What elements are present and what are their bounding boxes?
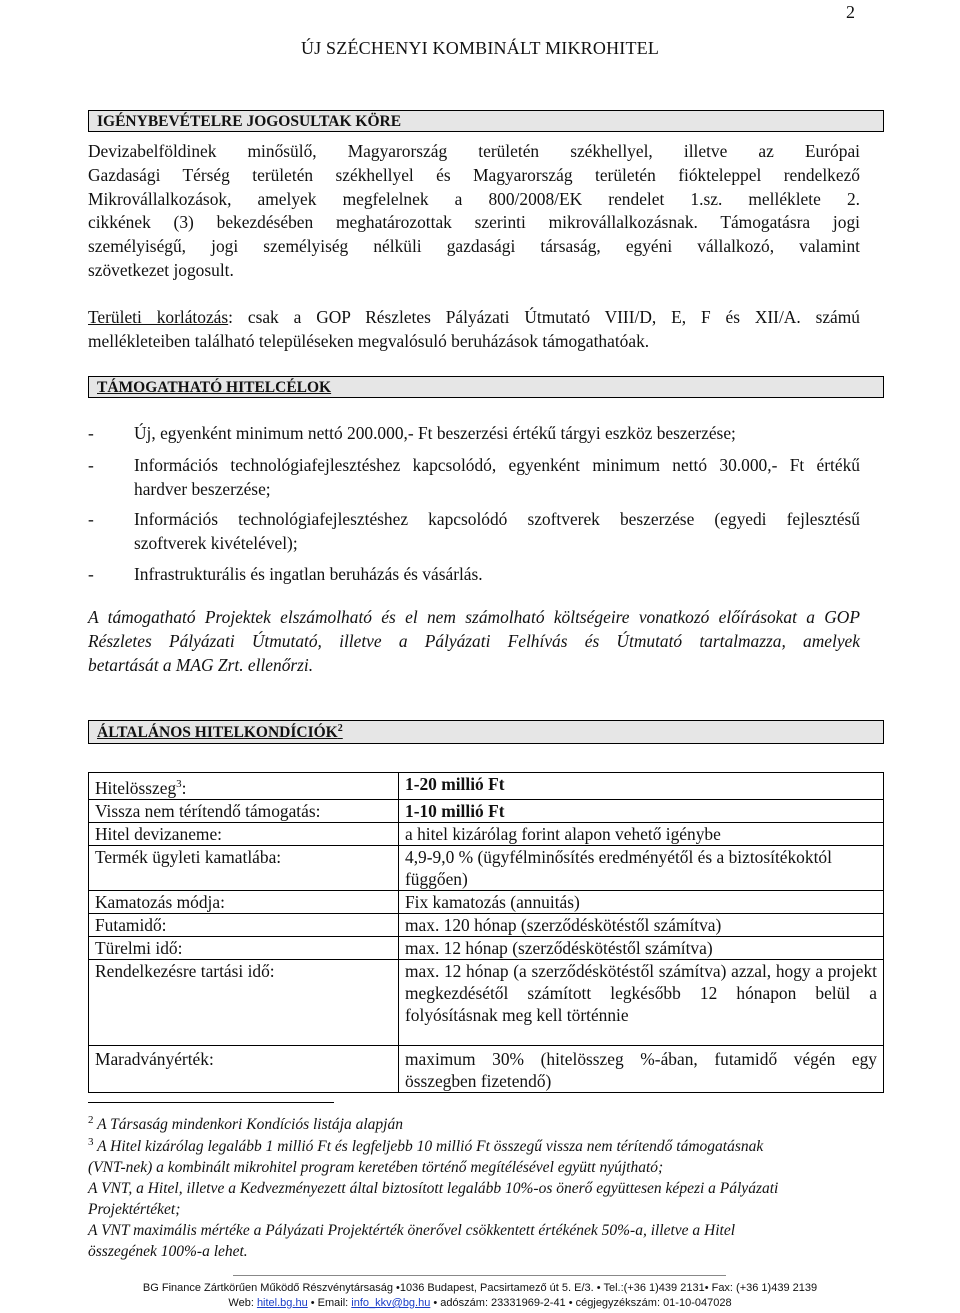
- row-value: a hitel kizárólag forint alapon vehető igénybe: [399, 822, 884, 845]
- footnote-number: 3: [88, 1136, 94, 1148]
- document-title: ÚJ SZÉCHENYI KOMBINÁLT MIKROHITEL: [300, 38, 660, 58]
- row-label: Futamidő:: [89, 913, 399, 936]
- footnote-text: A Hitel kizárólag legalább 1 millió Ft és legfeljebb 10 millió Ft összegű vissza nem térítendő támogatásnak: [97, 1138, 764, 1156]
- territorial-text: : csak a GOP Részletes Pályázati Útmutató VIII/D, E, F és XII/A. számú: [228, 307, 860, 327]
- territorial-line-2: mellékleteiben található településeken megvalósuló beruházások támogathatóak.: [88, 330, 650, 351]
- list-dash: -: [88, 423, 94, 443]
- paragraph-line: szövetkezet jogosult.: [88, 259, 234, 280]
- row-label: Maradványérték:: [89, 1045, 399, 1092]
- table-row: [89, 845, 884, 890]
- row-label: Hitelösszeg$^3$:: [89, 773, 399, 800]
- list-item-text: Információs technológiafejlesztéshez kapcsolódó szoftverek beszerzése (egyedi fejlesztésű: [134, 509, 860, 529]
- footer-email-label: • Email:: [307, 1297, 352, 1309]
- section-heading-purposes: [88, 376, 884, 398]
- section-heading-conditions-text: ÁLTALÁNOS HITELKONDÍCIÓK$^2$: [97, 723, 343, 742]
- table-row: [89, 822, 884, 845]
- table-row: [89, 890, 884, 913]
- row-label: Vissza nem térítendő támogatás:: [89, 799, 399, 822]
- footer-company-line: BG Finance Zártkörűen Működő Részvénytársaság •1036 Budapest, Pacsirtamező út 5. E/3. • Tel.:(+36 1)439 2131• Fax: (+36 1)439 2139: [142, 1282, 818, 1294]
- list-dash: -: [88, 564, 94, 584]
- list-item-text: Információs technológiafejlesztéshez kapcsolódó, egyenként minimum nettó 30.000,- Ft értékű: [134, 455, 860, 475]
- page-number: 2: [846, 2, 855, 22]
- website-link[interactable]: hitel.bg.hu: [256, 1297, 308, 1309]
- row-value: max. 12 hónap (a szerződéskötéstől számítva) azzal, hogy a projekt megkezdésétől számított legkésőbb 12 hónapon belül a folyósításnak meg kell történnie: [399, 959, 884, 1045]
- list-item: [88, 508, 860, 556]
- table-row: [89, 773, 884, 800]
- table-row: [89, 959, 884, 1045]
- list-item: [88, 422, 860, 446]
- list-item-text: szoftverek kivételével);: [134, 532, 298, 553]
- paragraph-line: Gazdasági Térség területén székhellyel és Magyarország területén fiókteleppel rendelkező: [88, 164, 860, 185]
- list-item-text: hardver beszerzése;: [134, 478, 271, 499]
- footnote-text: A VNT, a Hitel, illetve a Kedvezményezett által biztosított legalább 10%-os önerő együttesen képezi a Pályázati: [88, 1180, 779, 1198]
- footnote-text: (VNT-nek) a kombinált mikrohitel program keretében történő megítélésével együtt nyújtható;: [88, 1159, 664, 1177]
- note-line: Részletes Pályázati Útmutató, illetve a Pályázati Felhívás és Útmutató tartalmazza, amelyek: [88, 630, 860, 651]
- row-label: Hitel devizaneme:: [89, 822, 399, 845]
- email-link[interactable]: info_kkv@bg.hu: [351, 1297, 431, 1309]
- footnote-text: Projektértéket;: [88, 1201, 181, 1219]
- footnote-separator: [88, 1102, 334, 1103]
- conditions-table: [88, 772, 884, 1093]
- footnote-number: 2: [88, 1114, 94, 1126]
- row-value: 1-10 millió Ft: [399, 799, 884, 822]
- purposes-note: [88, 606, 860, 677]
- list-dash: -: [88, 455, 94, 475]
- list-item: [88, 454, 860, 502]
- note-line: A támogatható Projektek elszámolható és el nem számolható költségeire vonatkozó előírásokat a GOP: [88, 607, 860, 627]
- footnote-text: összegének 100%-a lehet.: [88, 1243, 248, 1261]
- list-dash: -: [88, 509, 94, 529]
- table-row: [89, 799, 884, 822]
- table-row: [89, 913, 884, 936]
- footer-separator: [233, 1275, 726, 1276]
- footnote-ref: 2: [337, 723, 343, 734]
- footer-contact-line: [0, 1297, 960, 1309]
- footnote-3: [88, 1132, 860, 1262]
- territorial-paragraph: [88, 306, 860, 354]
- footnote-text: A Társaság mindenkori Kondíciós listája alapján: [97, 1116, 403, 1134]
- row-value: 4,9-9,0 % (ügyfélminősítés eredményétől és a biztosítékoktól függően): [399, 845, 884, 890]
- paragraph-line: Devizabelföldinek minősülő, Magyarország területén székhellyel, illetve az Európai: [88, 141, 860, 161]
- paragraph-line: cikkének (3) bekezdésében meghatározottak szerinti mikrovállalkozásnak. Támogatásra jogi: [88, 212, 860, 233]
- row-value: 1-20 millió Ft: [399, 773, 884, 800]
- note-line: betartását a MAG Zrt. ellenőrzi.: [88, 654, 314, 675]
- paragraph-line: személyiségű, jogi személyiség nélküli gazdasági társaság, egyéni vállalkozó, valamint: [88, 236, 860, 257]
- row-label: Termék ügyleti kamatlába:: [89, 845, 399, 890]
- row-label: Türelmi idő:: [89, 936, 399, 959]
- row-label: Rendelkezésre tartási idő:: [89, 959, 399, 1045]
- footer-registration: • adószám: 23331969-2-41 • cégjegyzékszám: 01-10-047028: [430, 1297, 732, 1309]
- eligible-paragraph: [88, 140, 860, 283]
- row-value: max. 120 hónap (szerződéskötéstől számítva): [399, 913, 884, 936]
- section-heading-purposes-text: TÁMOGATHATÓ HITELCÉLOK: [97, 379, 332, 396]
- row-value: Fix kamatozás (annuitás): [399, 890, 884, 913]
- footer-web-label: Web:: [228, 1297, 257, 1309]
- section-heading-eligible: [88, 110, 884, 132]
- table-row: [89, 1045, 884, 1092]
- list-item-text: Infrastrukturális és ingatlan beruházás és vásárlás.: [134, 564, 483, 584]
- row-value: max. 12 hónap (szerződéskötéstől számítva): [399, 936, 884, 959]
- purposes-list: [88, 422, 860, 592]
- table-row: [89, 936, 884, 959]
- paragraph-line: Mikrovállalkozások, amelyek megfelelnek a 800/2008/EK rendelet 1.sz. melléklete 2.: [88, 188, 860, 209]
- list-item-text: Új, egyenként minimum nettó 200.000,- Ft beszerzési értékű tárgyi eszköz beszerzése;: [134, 423, 736, 443]
- territorial-label: Területi korlátozás: [88, 307, 229, 327]
- footnote-text: A VNT maximális mértéke a Pályázati Projektérték önerővel csökkentett értékének 50%-a, illetve a Hitel: [88, 1222, 736, 1240]
- section-heading-eligible-text: IGÉNYBEVÉTELRE JOGOSULTAK KÖRE: [97, 113, 402, 130]
- section-heading-conditions: [88, 720, 884, 744]
- list-item: [88, 563, 860, 587]
- territorial-line-1: [88, 306, 860, 330]
- row-value: maximum 30% (hitelösszeg %-ában, futamidő végén egy összegben fizetendő): [399, 1045, 884, 1092]
- row-label: Kamatozás módja:: [89, 890, 399, 913]
